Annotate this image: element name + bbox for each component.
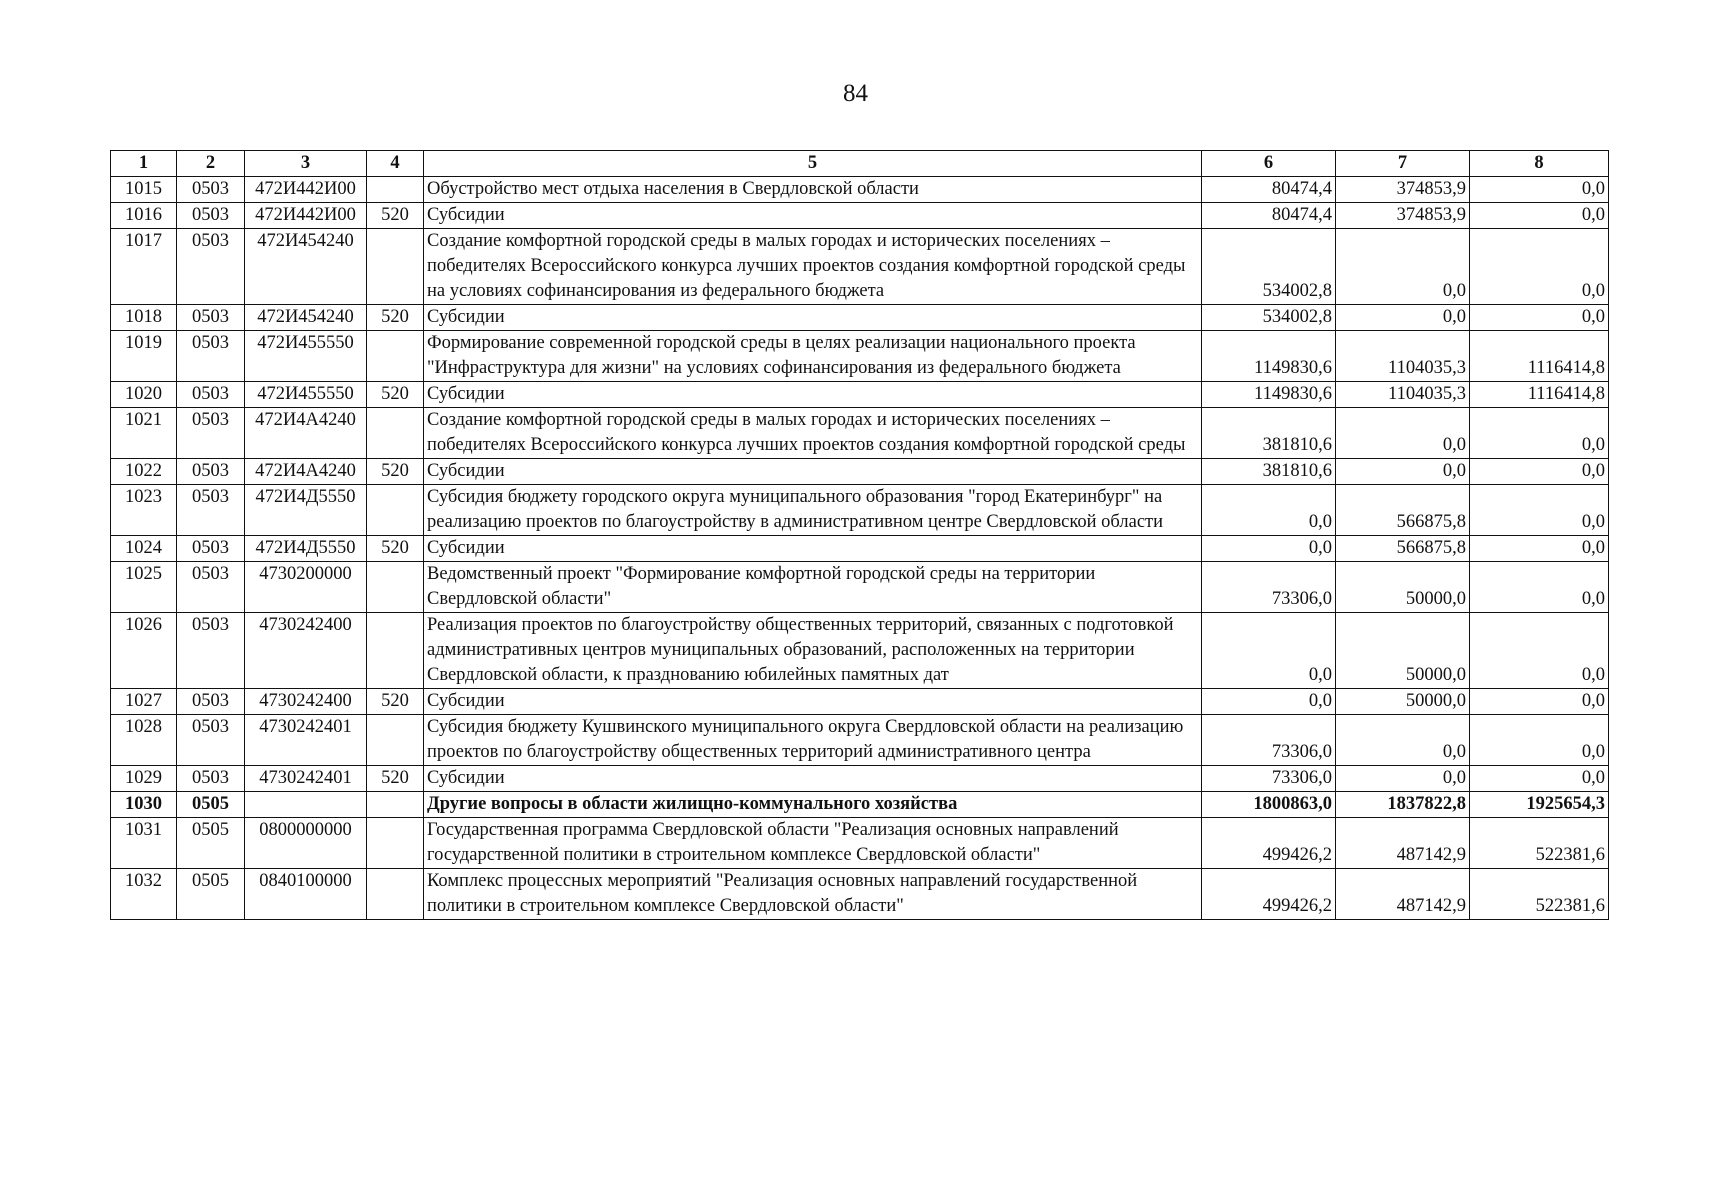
amount-year-2-cell: 487142,9 bbox=[1336, 869, 1470, 920]
item-name-cell: Создание комфортной городской среды в малых городах и исторических поселениях – победителях Всероссийского конкурса лучших проектов создания комфортной городской среды bbox=[424, 408, 1202, 459]
row-number-cell: 1024 bbox=[111, 536, 177, 562]
amount-year-1-cell: 381810,6 bbox=[1202, 408, 1336, 459]
section-code-cell: 0503 bbox=[177, 766, 245, 792]
amount-year-2-cell: 1104035,3 bbox=[1336, 382, 1470, 408]
budget-table bbox=[110, 150, 1609, 920]
amount-year-3-cell: 0,0 bbox=[1470, 408, 1609, 459]
item-name-cell: Субсидии bbox=[424, 689, 1202, 715]
amount-year-3-cell: 0,0 bbox=[1470, 305, 1609, 331]
target-article-cell: 472И455550 bbox=[245, 331, 367, 382]
amount-year-1-cell: 80474,4 bbox=[1202, 203, 1336, 229]
table-row bbox=[111, 715, 1609, 766]
target-article-cell: 472И4А4240 bbox=[245, 459, 367, 485]
row-number-cell: 1016 bbox=[111, 203, 177, 229]
table-row bbox=[111, 331, 1609, 382]
header-col-5: 5 bbox=[424, 151, 1202, 177]
expense-type-cell bbox=[367, 562, 424, 613]
row-number-cell: 1030 bbox=[111, 792, 177, 818]
target-article-cell bbox=[245, 792, 367, 818]
amount-year-1-cell: 534002,8 bbox=[1202, 229, 1336, 305]
row-number-cell: 1019 bbox=[111, 331, 177, 382]
target-article-cell: 4730242400 bbox=[245, 613, 367, 689]
row-number-cell: 1021 bbox=[111, 408, 177, 459]
target-article-cell: 472И442И00 bbox=[245, 177, 367, 203]
item-name-cell: Обустройство мест отдыха населения в Свердловской области bbox=[424, 177, 1202, 203]
target-article-cell: 472И454240 bbox=[245, 305, 367, 331]
row-number-cell: 1017 bbox=[111, 229, 177, 305]
expense-type-cell: 520 bbox=[367, 203, 424, 229]
amount-year-2-cell: 374853,9 bbox=[1336, 203, 1470, 229]
expense-type-cell bbox=[367, 613, 424, 689]
amount-year-2-cell: 50000,0 bbox=[1336, 562, 1470, 613]
row-number-cell: 1018 bbox=[111, 305, 177, 331]
section-code-cell: 0503 bbox=[177, 382, 245, 408]
section-code-cell: 0503 bbox=[177, 331, 245, 382]
amount-year-2-cell: 50000,0 bbox=[1336, 613, 1470, 689]
table-row bbox=[111, 536, 1609, 562]
amount-year-2-cell: 0,0 bbox=[1336, 715, 1470, 766]
row-number-cell: 1028 bbox=[111, 715, 177, 766]
table-row bbox=[111, 562, 1609, 613]
target-article-cell: 472И4Д5550 bbox=[245, 485, 367, 536]
expense-type-cell: 520 bbox=[367, 459, 424, 485]
item-name-cell: Субсидия бюджету городского округа муниципального образования "город Екатеринбург" на реализацию проектов по благоустройству в административном центре Свердловской области bbox=[424, 485, 1202, 536]
section-code-cell: 0503 bbox=[177, 305, 245, 331]
amount-year-3-cell: 522381,6 bbox=[1470, 869, 1609, 920]
target-article-cell: 4730242401 bbox=[245, 766, 367, 792]
expense-type-cell bbox=[367, 177, 424, 203]
section-code-cell: 0503 bbox=[177, 203, 245, 229]
expense-type-cell: 520 bbox=[367, 536, 424, 562]
amount-year-2-cell: 566875,8 bbox=[1336, 485, 1470, 536]
item-name-cell: Создание комфортной городской среды в малых городах и исторических поселениях – победителях Всероссийского конкурса лучших проектов создания комфортной городской среды на условиях софинансирования из федерального бюджета bbox=[424, 229, 1202, 305]
row-number-cell: 1020 bbox=[111, 382, 177, 408]
table-row bbox=[111, 818, 1609, 869]
header-col-2: 2 bbox=[177, 151, 245, 177]
table-row bbox=[111, 689, 1609, 715]
expense-type-cell bbox=[367, 229, 424, 305]
table-row bbox=[111, 459, 1609, 485]
amount-year-1-cell: 499426,2 bbox=[1202, 869, 1336, 920]
target-article-cell: 4730242401 bbox=[245, 715, 367, 766]
target-article-cell: 472И455550 bbox=[245, 382, 367, 408]
table-row bbox=[111, 613, 1609, 689]
amount-year-1-cell: 80474,4 bbox=[1202, 177, 1336, 203]
amount-year-2-cell: 0,0 bbox=[1336, 459, 1470, 485]
item-name-cell: Субсидии bbox=[424, 382, 1202, 408]
amount-year-1-cell: 1149830,6 bbox=[1202, 331, 1336, 382]
amount-year-2-cell: 374853,9 bbox=[1336, 177, 1470, 203]
expense-type-cell bbox=[367, 715, 424, 766]
row-number-cell: 1022 bbox=[111, 459, 177, 485]
section-code-cell: 0503 bbox=[177, 177, 245, 203]
amount-year-3-cell: 0,0 bbox=[1470, 459, 1609, 485]
table-row bbox=[111, 485, 1609, 536]
table-row bbox=[111, 382, 1609, 408]
row-number-cell: 1031 bbox=[111, 818, 177, 869]
row-number-cell: 1032 bbox=[111, 869, 177, 920]
amount-year-1-cell: 1149830,6 bbox=[1202, 382, 1336, 408]
amount-year-2-cell: 1104035,3 bbox=[1336, 331, 1470, 382]
table-row bbox=[111, 229, 1609, 305]
section-code-cell: 0503 bbox=[177, 229, 245, 305]
amount-year-1-cell: 499426,2 bbox=[1202, 818, 1336, 869]
expense-type-cell bbox=[367, 331, 424, 382]
amount-year-3-cell: 0,0 bbox=[1470, 766, 1609, 792]
target-article-cell: 4730200000 bbox=[245, 562, 367, 613]
expense-type-cell: 520 bbox=[367, 382, 424, 408]
amount-year-3-cell: 522381,6 bbox=[1470, 818, 1609, 869]
item-name-cell: Другие вопросы в области жилищно-коммунального хозяйства bbox=[424, 792, 1202, 818]
amount-year-2-cell: 50000,0 bbox=[1336, 689, 1470, 715]
amount-year-3-cell: 0,0 bbox=[1470, 562, 1609, 613]
section-code-cell: 0505 bbox=[177, 818, 245, 869]
table-row bbox=[111, 305, 1609, 331]
amount-year-3-cell: 0,0 bbox=[1470, 203, 1609, 229]
table-header-row bbox=[111, 151, 1609, 177]
target-article-cell: 0840100000 bbox=[245, 869, 367, 920]
item-name-cell: Субсидия бюджету Кушвинского муниципального округа Свердловской области на реализацию проектов по благоустройству общественных территорий административного центра bbox=[424, 715, 1202, 766]
expense-type-cell bbox=[367, 485, 424, 536]
header-col-4: 4 bbox=[367, 151, 424, 177]
page-number: 84 bbox=[843, 80, 868, 107]
target-article-cell: 472И4Д5550 bbox=[245, 536, 367, 562]
table-body bbox=[111, 177, 1609, 920]
item-name-cell: Реализация проектов по благоустройству общественных территорий, связанных с подготовкой административных центров муниципальных образований, расположенных на территории Свердловской области, к празднованию юбилейных памятных дат bbox=[424, 613, 1202, 689]
section-code-cell: 0505 bbox=[177, 869, 245, 920]
item-name-cell: Государственная программа Свердловской области "Реализация основных направлений государственной политики в строительном комплексе Свердловской области" bbox=[424, 818, 1202, 869]
amount-year-3-cell: 0,0 bbox=[1470, 229, 1609, 305]
amount-year-1-cell: 73306,0 bbox=[1202, 715, 1336, 766]
section-code-cell: 0503 bbox=[177, 613, 245, 689]
row-number-cell: 1029 bbox=[111, 766, 177, 792]
item-name-cell: Ведомственный проект "Формирование комфортной городской среды на территории Свердловской области" bbox=[424, 562, 1202, 613]
expense-type-cell: 520 bbox=[367, 305, 424, 331]
table-row bbox=[111, 203, 1609, 229]
amount-year-2-cell: 1837822,8 bbox=[1336, 792, 1470, 818]
target-article-cell: 4730242400 bbox=[245, 689, 367, 715]
target-article-cell: 0800000000 bbox=[245, 818, 367, 869]
amount-year-1-cell: 0,0 bbox=[1202, 689, 1336, 715]
amount-year-3-cell: 1116414,8 bbox=[1470, 382, 1609, 408]
amount-year-3-cell: 0,0 bbox=[1470, 689, 1609, 715]
amount-year-3-cell: 1116414,8 bbox=[1470, 331, 1609, 382]
amount-year-2-cell: 487142,9 bbox=[1336, 818, 1470, 869]
expense-type-cell bbox=[367, 869, 424, 920]
section-code-cell: 0503 bbox=[177, 459, 245, 485]
item-name-cell: Субсидии bbox=[424, 536, 1202, 562]
header-col-7: 7 bbox=[1336, 151, 1470, 177]
amount-year-2-cell: 566875,8 bbox=[1336, 536, 1470, 562]
amount-year-3-cell: 0,0 bbox=[1470, 715, 1609, 766]
table-row bbox=[111, 792, 1609, 818]
item-name-cell: Субсидии bbox=[424, 766, 1202, 792]
amount-year-3-cell: 0,0 bbox=[1470, 613, 1609, 689]
amount-year-3-cell: 0,0 bbox=[1470, 536, 1609, 562]
expense-type-cell bbox=[367, 792, 424, 818]
amount-year-1-cell: 0,0 bbox=[1202, 613, 1336, 689]
header-col-1: 1 bbox=[111, 151, 177, 177]
amount-year-1-cell: 534002,8 bbox=[1202, 305, 1336, 331]
expense-type-cell: 520 bbox=[367, 766, 424, 792]
header-col-8: 8 bbox=[1470, 151, 1609, 177]
row-number-cell: 1025 bbox=[111, 562, 177, 613]
amount-year-1-cell: 0,0 bbox=[1202, 485, 1336, 536]
amount-year-3-cell: 1925654,3 bbox=[1470, 792, 1609, 818]
section-code-cell: 0505 bbox=[177, 792, 245, 818]
table-row bbox=[111, 766, 1609, 792]
target-article-cell: 472И454240 bbox=[245, 229, 367, 305]
section-code-cell: 0503 bbox=[177, 689, 245, 715]
row-number-cell: 1015 bbox=[111, 177, 177, 203]
section-code-cell: 0503 bbox=[177, 485, 245, 536]
target-article-cell: 472И442И00 bbox=[245, 203, 367, 229]
item-name-cell: Субсидии bbox=[424, 203, 1202, 229]
expense-type-cell: 520 bbox=[367, 689, 424, 715]
amount-year-2-cell: 0,0 bbox=[1336, 408, 1470, 459]
amount-year-1-cell: 73306,0 bbox=[1202, 766, 1336, 792]
table-row bbox=[111, 177, 1609, 203]
item-name-cell: Субсидии bbox=[424, 305, 1202, 331]
amount-year-1-cell: 73306,0 bbox=[1202, 562, 1336, 613]
target-article-cell: 472И4А4240 bbox=[245, 408, 367, 459]
row-number-cell: 1023 bbox=[111, 485, 177, 536]
amount-year-1-cell: 1800863,0 bbox=[1202, 792, 1336, 818]
section-code-cell: 0503 bbox=[177, 536, 245, 562]
section-code-cell: 0503 bbox=[177, 562, 245, 613]
header-col-6: 6 bbox=[1202, 151, 1336, 177]
item-name-cell: Формирование современной городской среды в целях реализации национального проекта "Инфраструктура для жизни" на условиях софинансирования из федерального бюджета bbox=[424, 331, 1202, 382]
header-col-3: 3 bbox=[245, 151, 367, 177]
item-name-cell: Комплекс процессных мероприятий "Реализация основных направлений государственной политики в строительном комплексе Свердловской области" bbox=[424, 869, 1202, 920]
row-number-cell: 1027 bbox=[111, 689, 177, 715]
amount-year-2-cell: 0,0 bbox=[1336, 305, 1470, 331]
expense-type-cell bbox=[367, 408, 424, 459]
row-number-cell: 1026 bbox=[111, 613, 177, 689]
amount-year-1-cell: 0,0 bbox=[1202, 536, 1336, 562]
item-name-cell: Субсидии bbox=[424, 459, 1202, 485]
amount-year-1-cell: 381810,6 bbox=[1202, 459, 1336, 485]
table-row bbox=[111, 869, 1609, 920]
amount-year-3-cell: 0,0 bbox=[1470, 485, 1609, 536]
expense-type-cell bbox=[367, 818, 424, 869]
amount-year-2-cell: 0,0 bbox=[1336, 766, 1470, 792]
table-row bbox=[111, 408, 1609, 459]
section-code-cell: 0503 bbox=[177, 408, 245, 459]
amount-year-2-cell: 0,0 bbox=[1336, 229, 1470, 305]
amount-year-3-cell: 0,0 bbox=[1470, 177, 1609, 203]
section-code-cell: 0503 bbox=[177, 715, 245, 766]
